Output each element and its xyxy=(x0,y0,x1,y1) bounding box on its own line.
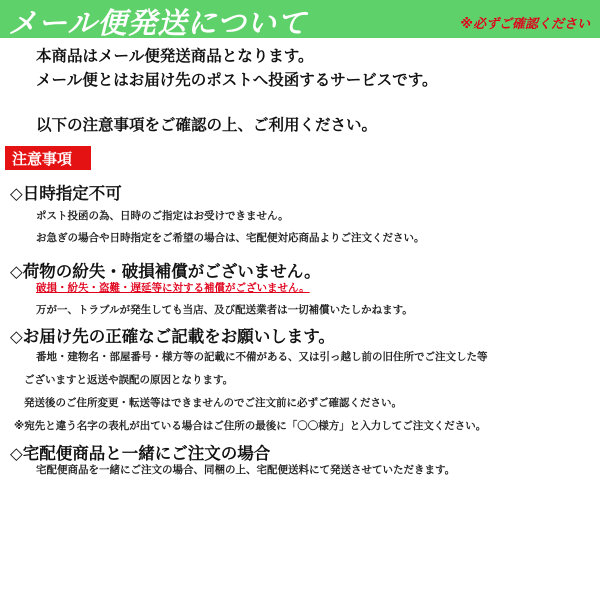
section-title-correct-address: ◇お届け先の正確なご記載をお願いします。 xyxy=(10,327,335,346)
section-title-no-date: ◇日時指定不可 xyxy=(10,184,122,203)
section-title-with-courier: ◇宅配便商品と一緒にご注文の場合 xyxy=(10,444,271,463)
intro-line-1: 本商品はメール便発送商品となります。 xyxy=(36,47,314,65)
intro-line-2: メール便とはお届け先のポストへ投函するサービスです。 xyxy=(36,71,438,89)
section-line: 万が一、トラブルが発生しても当店、及び配送業者は一切補償いたしかねます。 xyxy=(36,304,413,316)
warning-line: 破損・紛失・盗難・遅延等に対する補償がございません。 xyxy=(36,282,310,294)
caution-badge-label: 注意事項 xyxy=(12,150,73,168)
section-title-no-compensation: ◇荷物の紛失・破損補償がございません。 xyxy=(10,262,321,281)
section-line: 番地・建物名・部屋番号・様方等の記載に不備がある、又は引っ越し前の旧住所でご注文した等 xyxy=(36,351,488,363)
section-line: 宅配便商品を一緒にご注文の場合、同梱の上、宅配便送料にて発送させていただきます。 xyxy=(36,464,456,476)
page-title: メール便発送について xyxy=(8,6,307,40)
section-line: 発送後のご住所変更・転送等はできませんのでご注文前に必ずご確認ください。 xyxy=(24,397,402,409)
header-bar xyxy=(0,0,600,38)
section-line: ※宛先と違う名字の表札が出ている場合はご住所の最後に「〇〇様方」と入力してご注文ください。 xyxy=(14,420,487,432)
section-line: ポスト投函の為、日時のご指定はお受けできません。 xyxy=(36,210,289,222)
section-line: ございますと返送や誤配の原因となります。 xyxy=(24,374,234,386)
caution-badge xyxy=(5,146,91,170)
intro-line-3: 以下の注意事項をご確認の上、ご利用ください。 xyxy=(36,116,378,134)
confirm-note: ※必ずご確認ください xyxy=(460,17,590,32)
section-line: お急ぎの場合や日時指定をご希望の場合は、宅配便対応商品よりご注文ください。 xyxy=(36,232,425,244)
